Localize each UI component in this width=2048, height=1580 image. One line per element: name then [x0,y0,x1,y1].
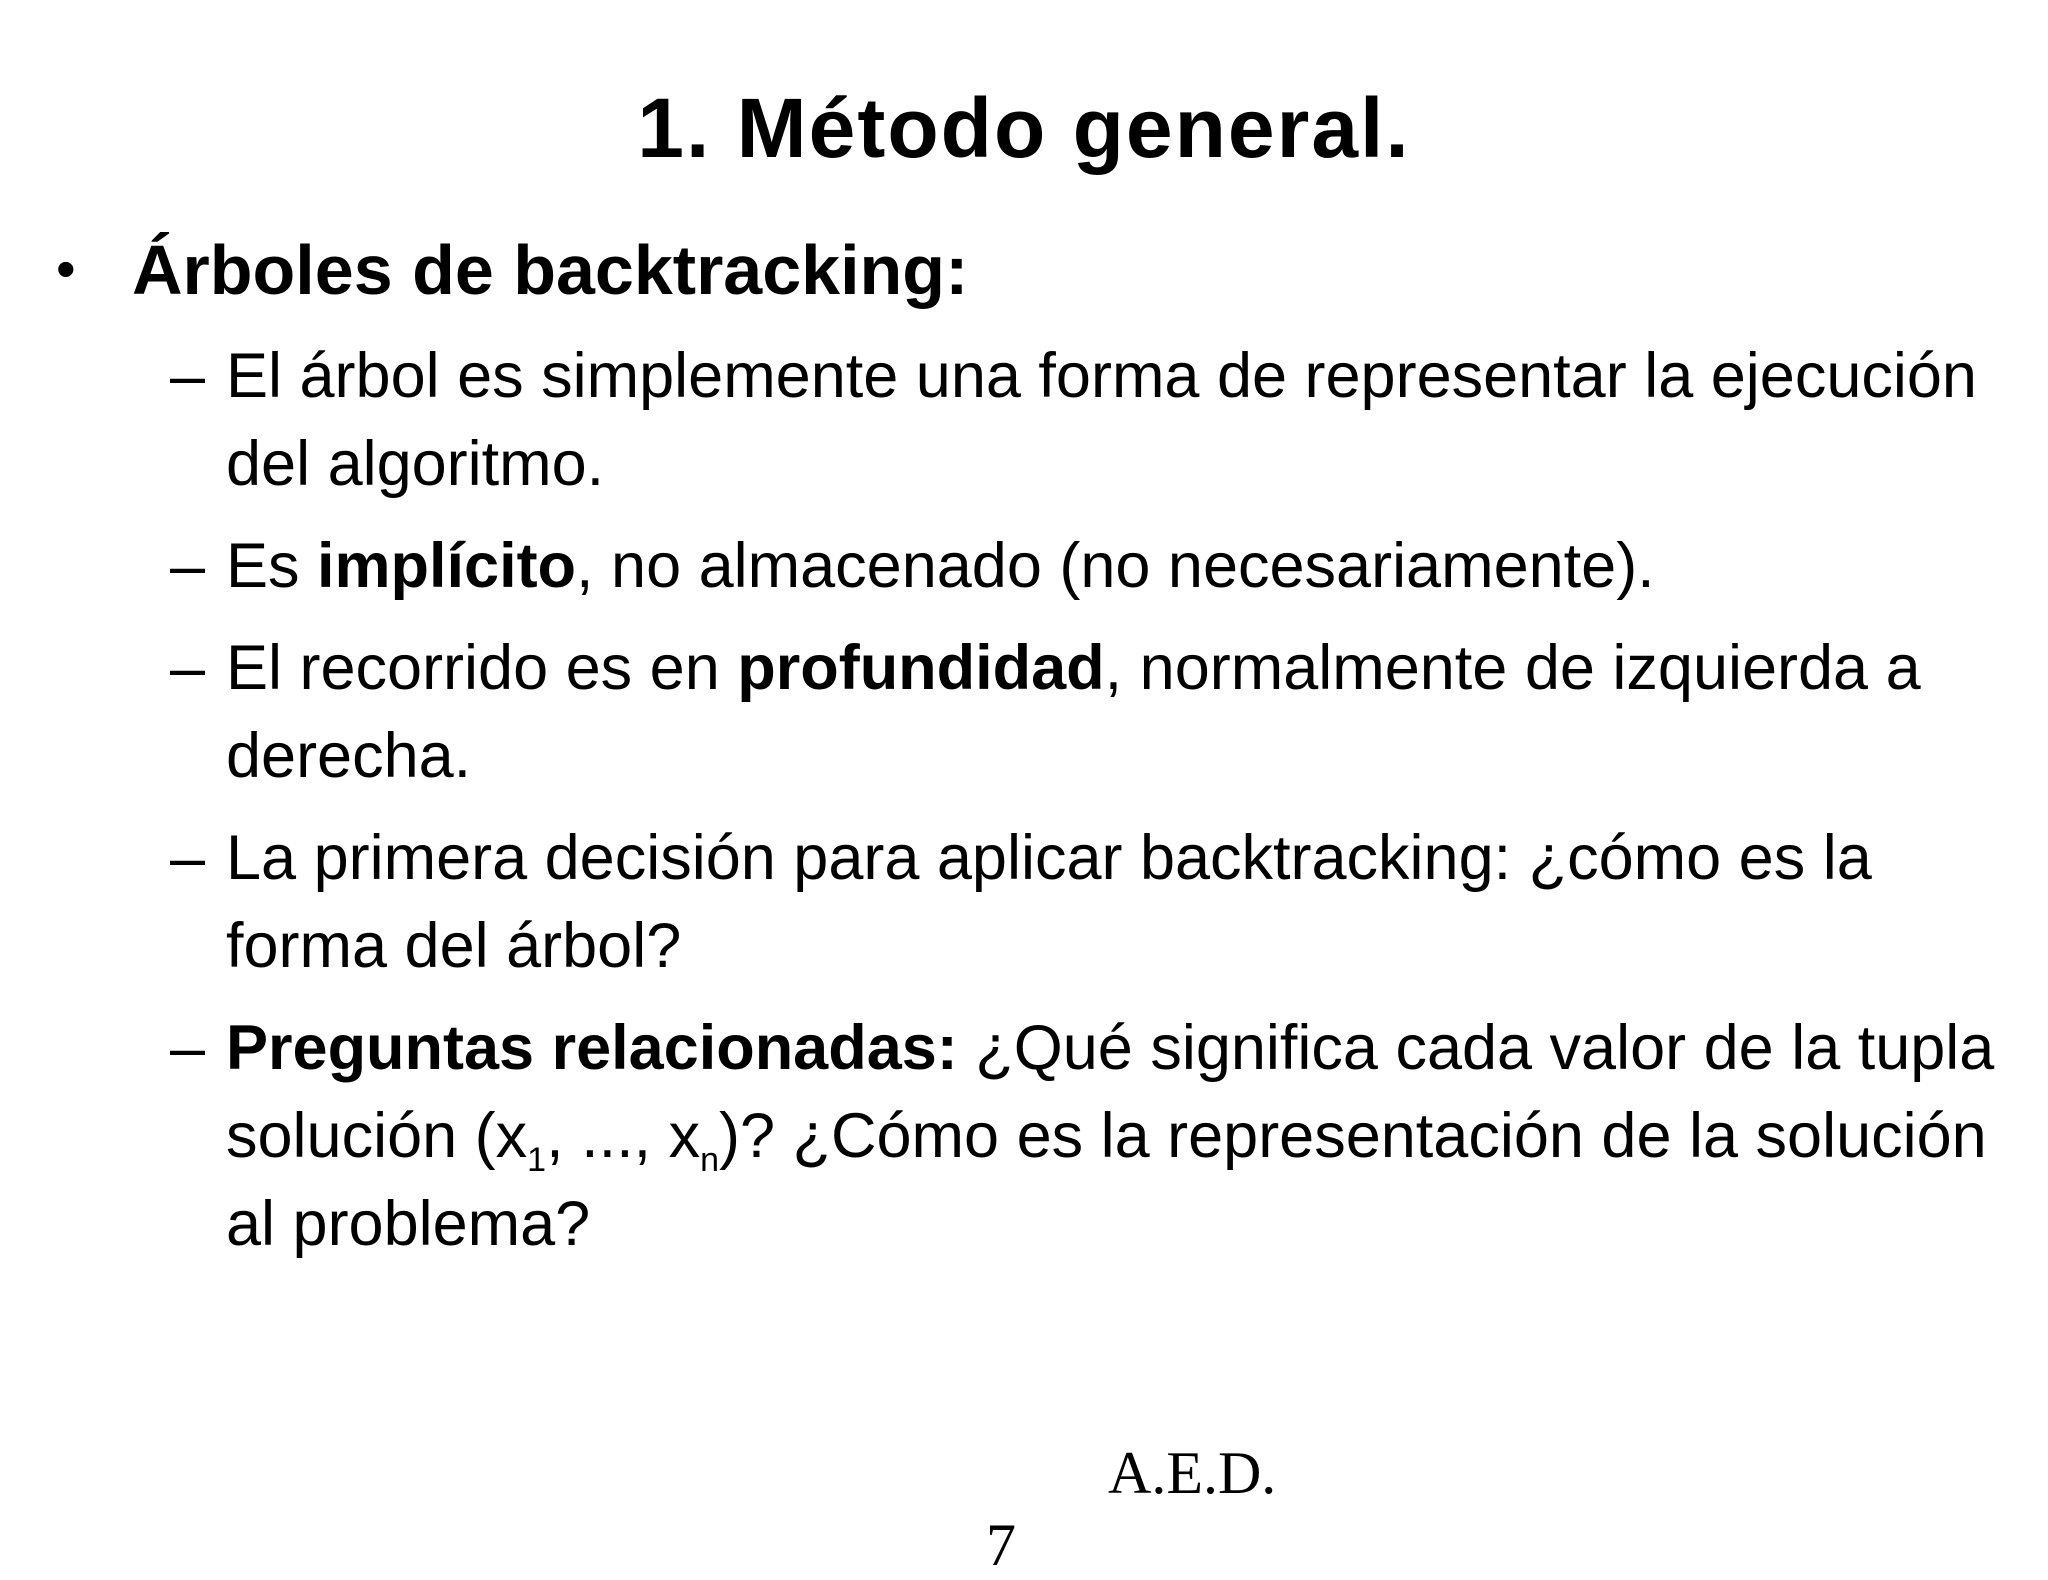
sub-bullet-5 [170,1004,2020,1268]
main-bullet [56,228,968,317]
slide-title: 1. Método general. [637,81,1411,175]
sub-bullet-text-part2: , ..., x [546,1101,701,1171]
sub-bullet-text-part1: ¿Qué significa cada valor de la tupla solución (x [226,1013,1995,1171]
dash-icon: – [170,531,206,601]
sub-bullet-1 [170,332,2020,508]
sub-bullet-text-part3: )? ¿Cómo es la representación de la solución al problema? [226,1101,1987,1259]
sub-bullet-4 [170,814,2020,990]
sub-bullet-text-end: , no almacenado (no necesariamente). [576,531,1655,601]
sub-bullet-text: El árbol es simplemente una forma de representar la ejecución del algoritmo. [226,341,1977,499]
sub-bullet-2 [170,522,2020,610]
bullet-dot-icon: • [56,237,76,300]
main-bullet-heading: Árboles de backtracking: [132,231,969,309]
emphasis-profundidad: profundidad [737,633,1105,703]
footer-label: A.E.D. [1108,1440,1277,1506]
sub-bullet-3 [170,624,2020,800]
dash-icon: – [170,341,206,411]
subscript-n: n [700,1141,720,1179]
sub-bullet-text: La primera decisión para aplicar backtracking: ¿cómo es la forma del árbol? [226,823,1872,981]
dash-icon: – [170,1013,206,1083]
emphasis-preguntas: Preguntas relacionadas: [226,1013,958,1083]
sub-bullet-text-end: , normalmente de izquierda a derecha. [226,633,1921,791]
sub-bullet-text-start: El recorrido es en [226,633,738,703]
dash-icon: – [170,633,206,703]
sub-bullet-text-start: Es [226,531,318,601]
page-number: 7 [986,1512,1016,1578]
emphasis-implicito: implícito [317,531,577,601]
sub-bullet-list [170,332,2020,1282]
dash-icon: – [170,823,206,893]
subscript-1: 1 [527,1141,547,1179]
